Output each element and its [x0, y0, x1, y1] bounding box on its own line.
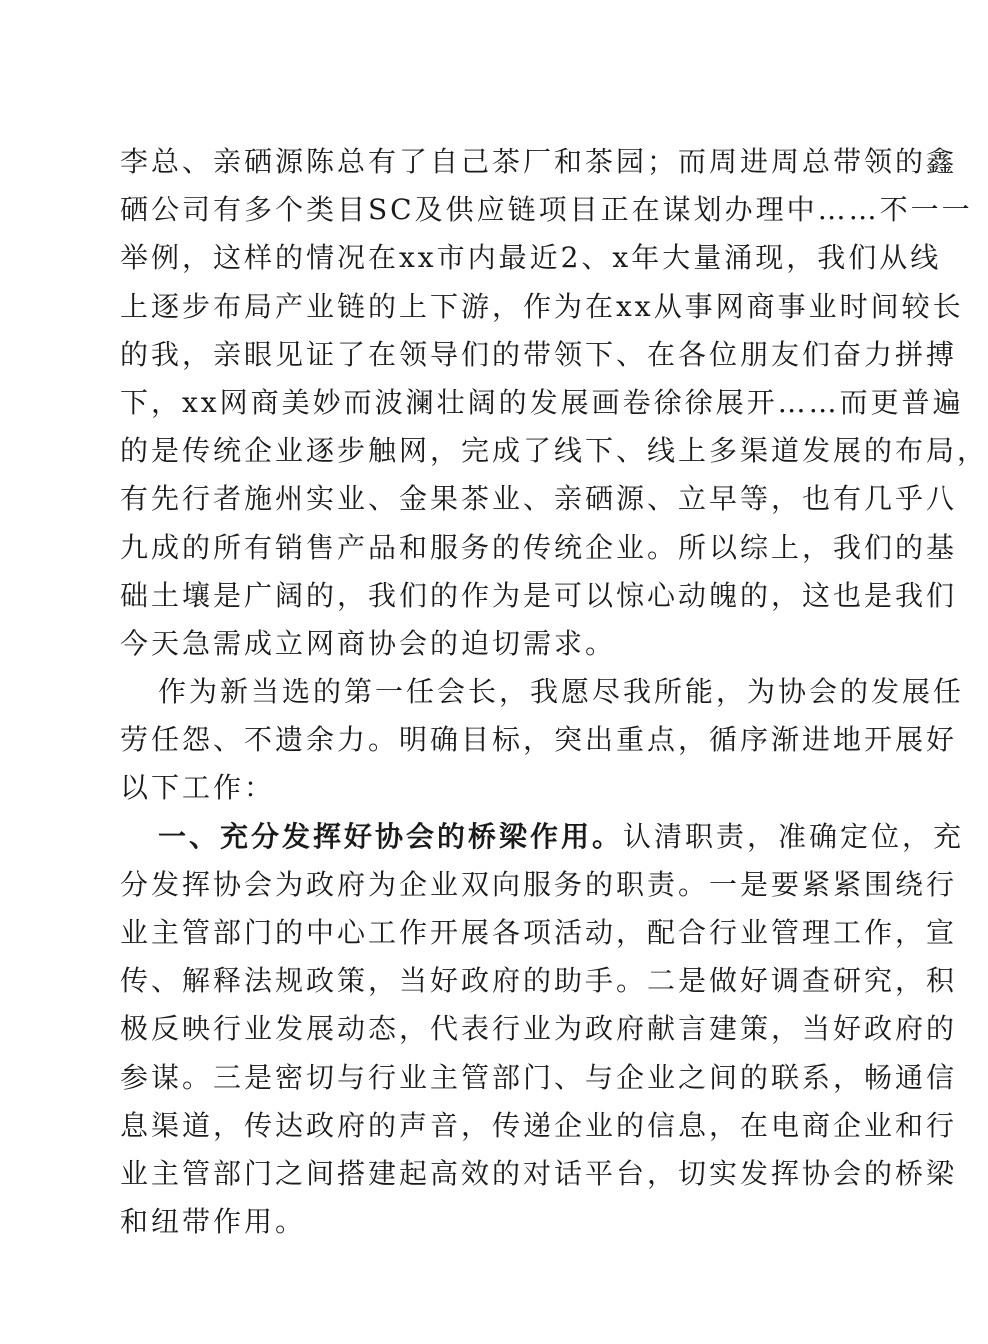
paragraph-1	[120, 138, 988, 668]
text-line: 今天急需成立网商协会的迫切需求。	[120, 626, 617, 660]
text-line: 硒公司有多个类目SC及供应链项目正在谋划办理中……不一一	[120, 193, 973, 227]
paragraph-3	[120, 813, 965, 1247]
text-line: 下，xx网商美妙而波澜壮阔的发展画卷徐徐展开……而更普遍	[120, 385, 964, 419]
text-line: 李总、亲硒源陈总有了自己茶厂和茶园；而周进周总带领的鑫	[120, 145, 958, 178]
heading-line-rest: 认清职责，准确定位，充	[623, 819, 965, 853]
text-line: 业主管部门之间搭建起高效的对话平台，切实发挥协会的桥梁	[120, 1156, 958, 1190]
document-page	[120, 138, 988, 1246]
text-line: 础土壤是广阔的，我们的作为是可以惊心动魄的，这也是我们	[120, 578, 958, 612]
text-line: 上逐步布局产业链的上下游，作为在xx从事网商事业时间较长	[120, 289, 964, 323]
text-line: 业主管部门的中心工作开展各项活动，配合行业管理工作，宣	[120, 916, 958, 949]
text-line: 的是传统企业逐步触网，完成了线下、线上多渠道发展的布局，	[120, 434, 988, 468]
text-line	[120, 813, 965, 861]
text-line: 的我，亲眼见证了在领导们的带领下、在各位朋友们奋力拼搏	[120, 337, 958, 371]
text-line: 举例，这样的情况在xx市内最近2、x年大量涌现，我们从线	[120, 241, 942, 275]
text-line: 九成的所有销售产品和服务的传统企业。所以综上，我们的基	[120, 530, 958, 564]
text-line: 传、解释法规政策，当好政府的助手。二是做好调查研究，积	[120, 964, 958, 998]
text-line: 和纽带作用。	[120, 1205, 307, 1239]
paragraph-2	[120, 668, 965, 813]
section-heading: 一、充分发挥好协会的桥梁作用。	[158, 819, 624, 853]
text-line: 息渠道，传达政府的声音，传递企业的信息，在电商企业和行	[120, 1108, 958, 1142]
text-line: 劳任怨、不遗余力。明确目标，突出重点，循序渐进地开展好	[120, 723, 958, 757]
text-line: 以下工作：	[120, 771, 276, 805]
text-line: 有先行者施州实业、金果茶业、亲硒源、立早等，也有几乎八	[120, 482, 958, 516]
text-line: 作为新当选的第一任会长，我愿尽我所能，为协会的发展任	[158, 675, 965, 709]
text-line: 极反映行业发展动态，代表行业为政府献言建策，当好政府的	[120, 1012, 958, 1046]
text-line: 参谋。三是密切与行业主管部门、与企业之间的联系，畅通信	[120, 1060, 958, 1094]
text-line: 分发挥协会为政府为企业双向服务的职责。一是要紧紧围绕行	[120, 867, 958, 901]
